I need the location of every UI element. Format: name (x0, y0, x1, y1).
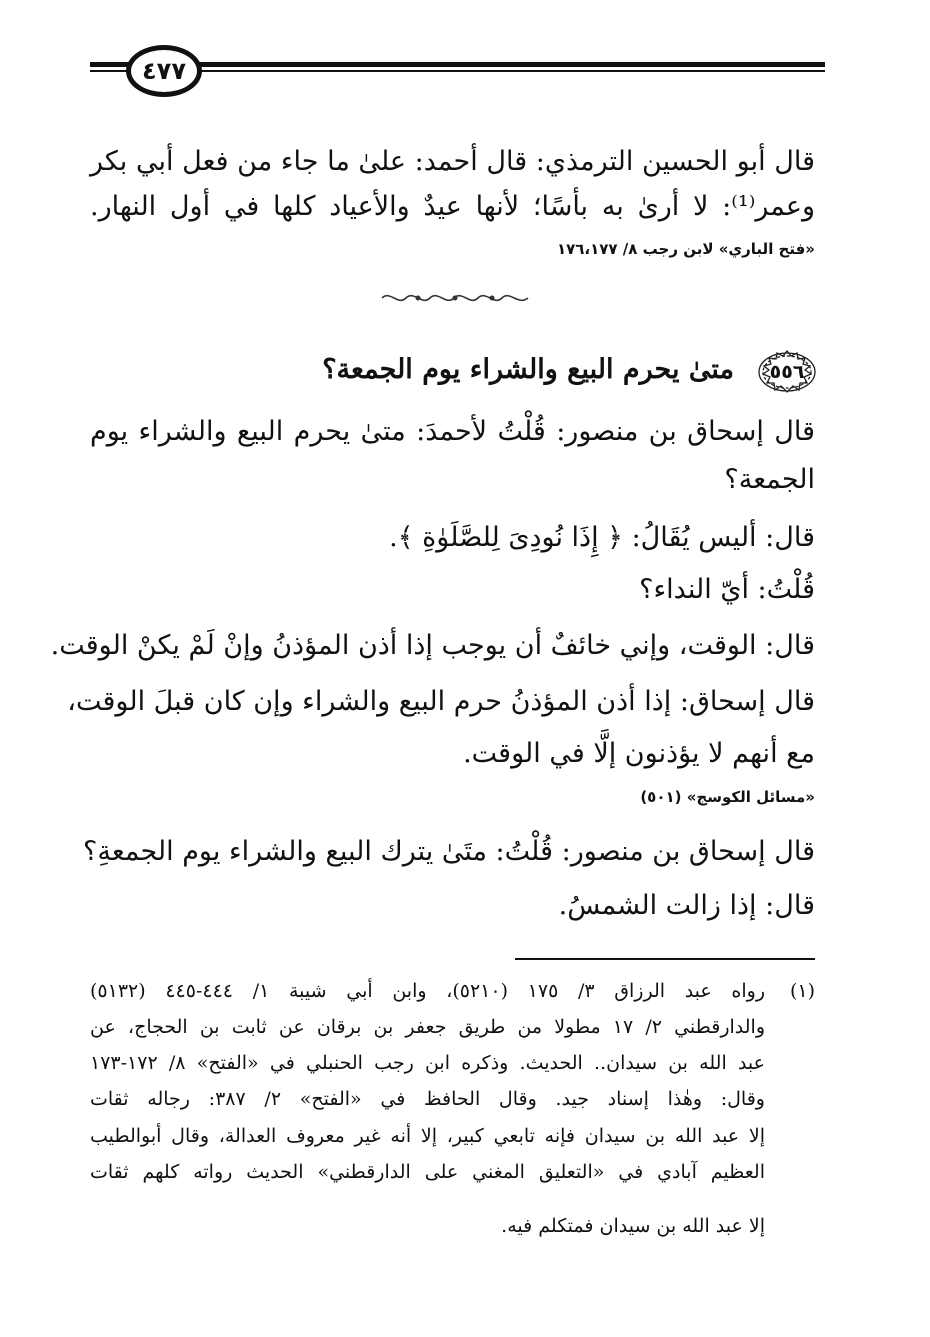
entry2-line6: قال إسحاق: إذا أذن المؤذنُ حرم البيع والشراء وإن كان قبلَ الوقت، (67, 686, 815, 717)
entry1-source: «فتح الباري» لابن رجب ٨/ ١٧٦،١٧٧ (556, 240, 815, 258)
footnote-line: رواه عبد الرزاق ٣/ ١٧٥ (٥٢١٠)، وابن أبي شيبة ١/ ٤٤٤-٤٤٥ (٥١٣٢) (90, 980, 765, 1002)
footnote-line: العظيم آبادي في «التعليق المغني على الدارقطني» الحديث رواته كلهم ثقات (90, 1161, 765, 1183)
footnote-line: إلا عبد الله بن سيدان فمتكلم فيه. (501, 1215, 765, 1237)
ornament-divider (380, 290, 530, 306)
entry1-line2: وعمر⁽¹⁾: لا أرىٰ به بأسًا؛ لأنها عيدٌ والأعياد كلها في أول النهار. (90, 191, 815, 222)
footnote-marker: (١) (789, 980, 815, 1002)
footnote-rule (515, 958, 815, 960)
entry3-line1: قال إسحاق بن منصور: قُلْتُ: متَىٰ يترك البيع والشراء يوم الجمعةِ؟ (83, 836, 815, 867)
footnote-line: والدارقطني ٢/ ١٧ مطولا من طريق جعفر بن برقان عن ثابت بن الحجاج، عن (90, 1016, 765, 1038)
footnote-line: وقال: وهٰذا إسناد جيد. وقال الحافظ في «الفتح» ٢/ ٣٨٧: رجاله ثقات (90, 1088, 765, 1110)
entry2-line4: قُلْتُ: أيّ النداء؟ (639, 574, 815, 605)
entry2-line7: مع أنهم لا يؤذنون إلَّا في الوقت. (463, 738, 815, 769)
entry2-line5: قال: الوقت، وإني خائفٌ أن يوجب إذا أذن المؤذنُ وإنْ لَمْ يكنْ الوقت. (50, 630, 815, 661)
entry2-source: «مسائل الكوسج» (٥٠١) (640, 788, 815, 806)
section-number-badge (756, 350, 818, 394)
section-title: متىٰ يحرم البيع والشراء يوم الجمعة؟ (322, 354, 734, 385)
entry3-line2: قال: إذا زالت الشمسُ. (558, 890, 815, 921)
entry2-line1: قال إسحاق بن منصور: قُلْتُ لأحمدَ: متىٰ يحرم البيع والشراء يوم (90, 416, 815, 447)
footnote-line: عبد الله بن سيدان.. الحديث. وذكره ابن رجب الحنبلي في «الفتح» ٨/ ١٧٢-١٧٣ (90, 1052, 765, 1074)
footnote-line: إلا عبد الله بن سيدان فإنه تابعي كبير، إلا أنه غير معروف العدالة، وقال أبوالطيب (90, 1125, 765, 1147)
entry2-line3: قال: أليس يُقَالُ: ﴿ إِذَا نُودِىَ لِلصَّلَوٰةِ ﴾. (389, 522, 815, 553)
entry1-line1: قال أبو الحسين الترمذي: قال أحمد: علىٰ ما جاء من فعل أبي بكر (90, 146, 815, 177)
page-number: ٤٧٧ (126, 45, 202, 97)
entry2-line2: الجمعة؟ (724, 464, 815, 495)
section-number: ٥٥٦ (769, 361, 805, 383)
